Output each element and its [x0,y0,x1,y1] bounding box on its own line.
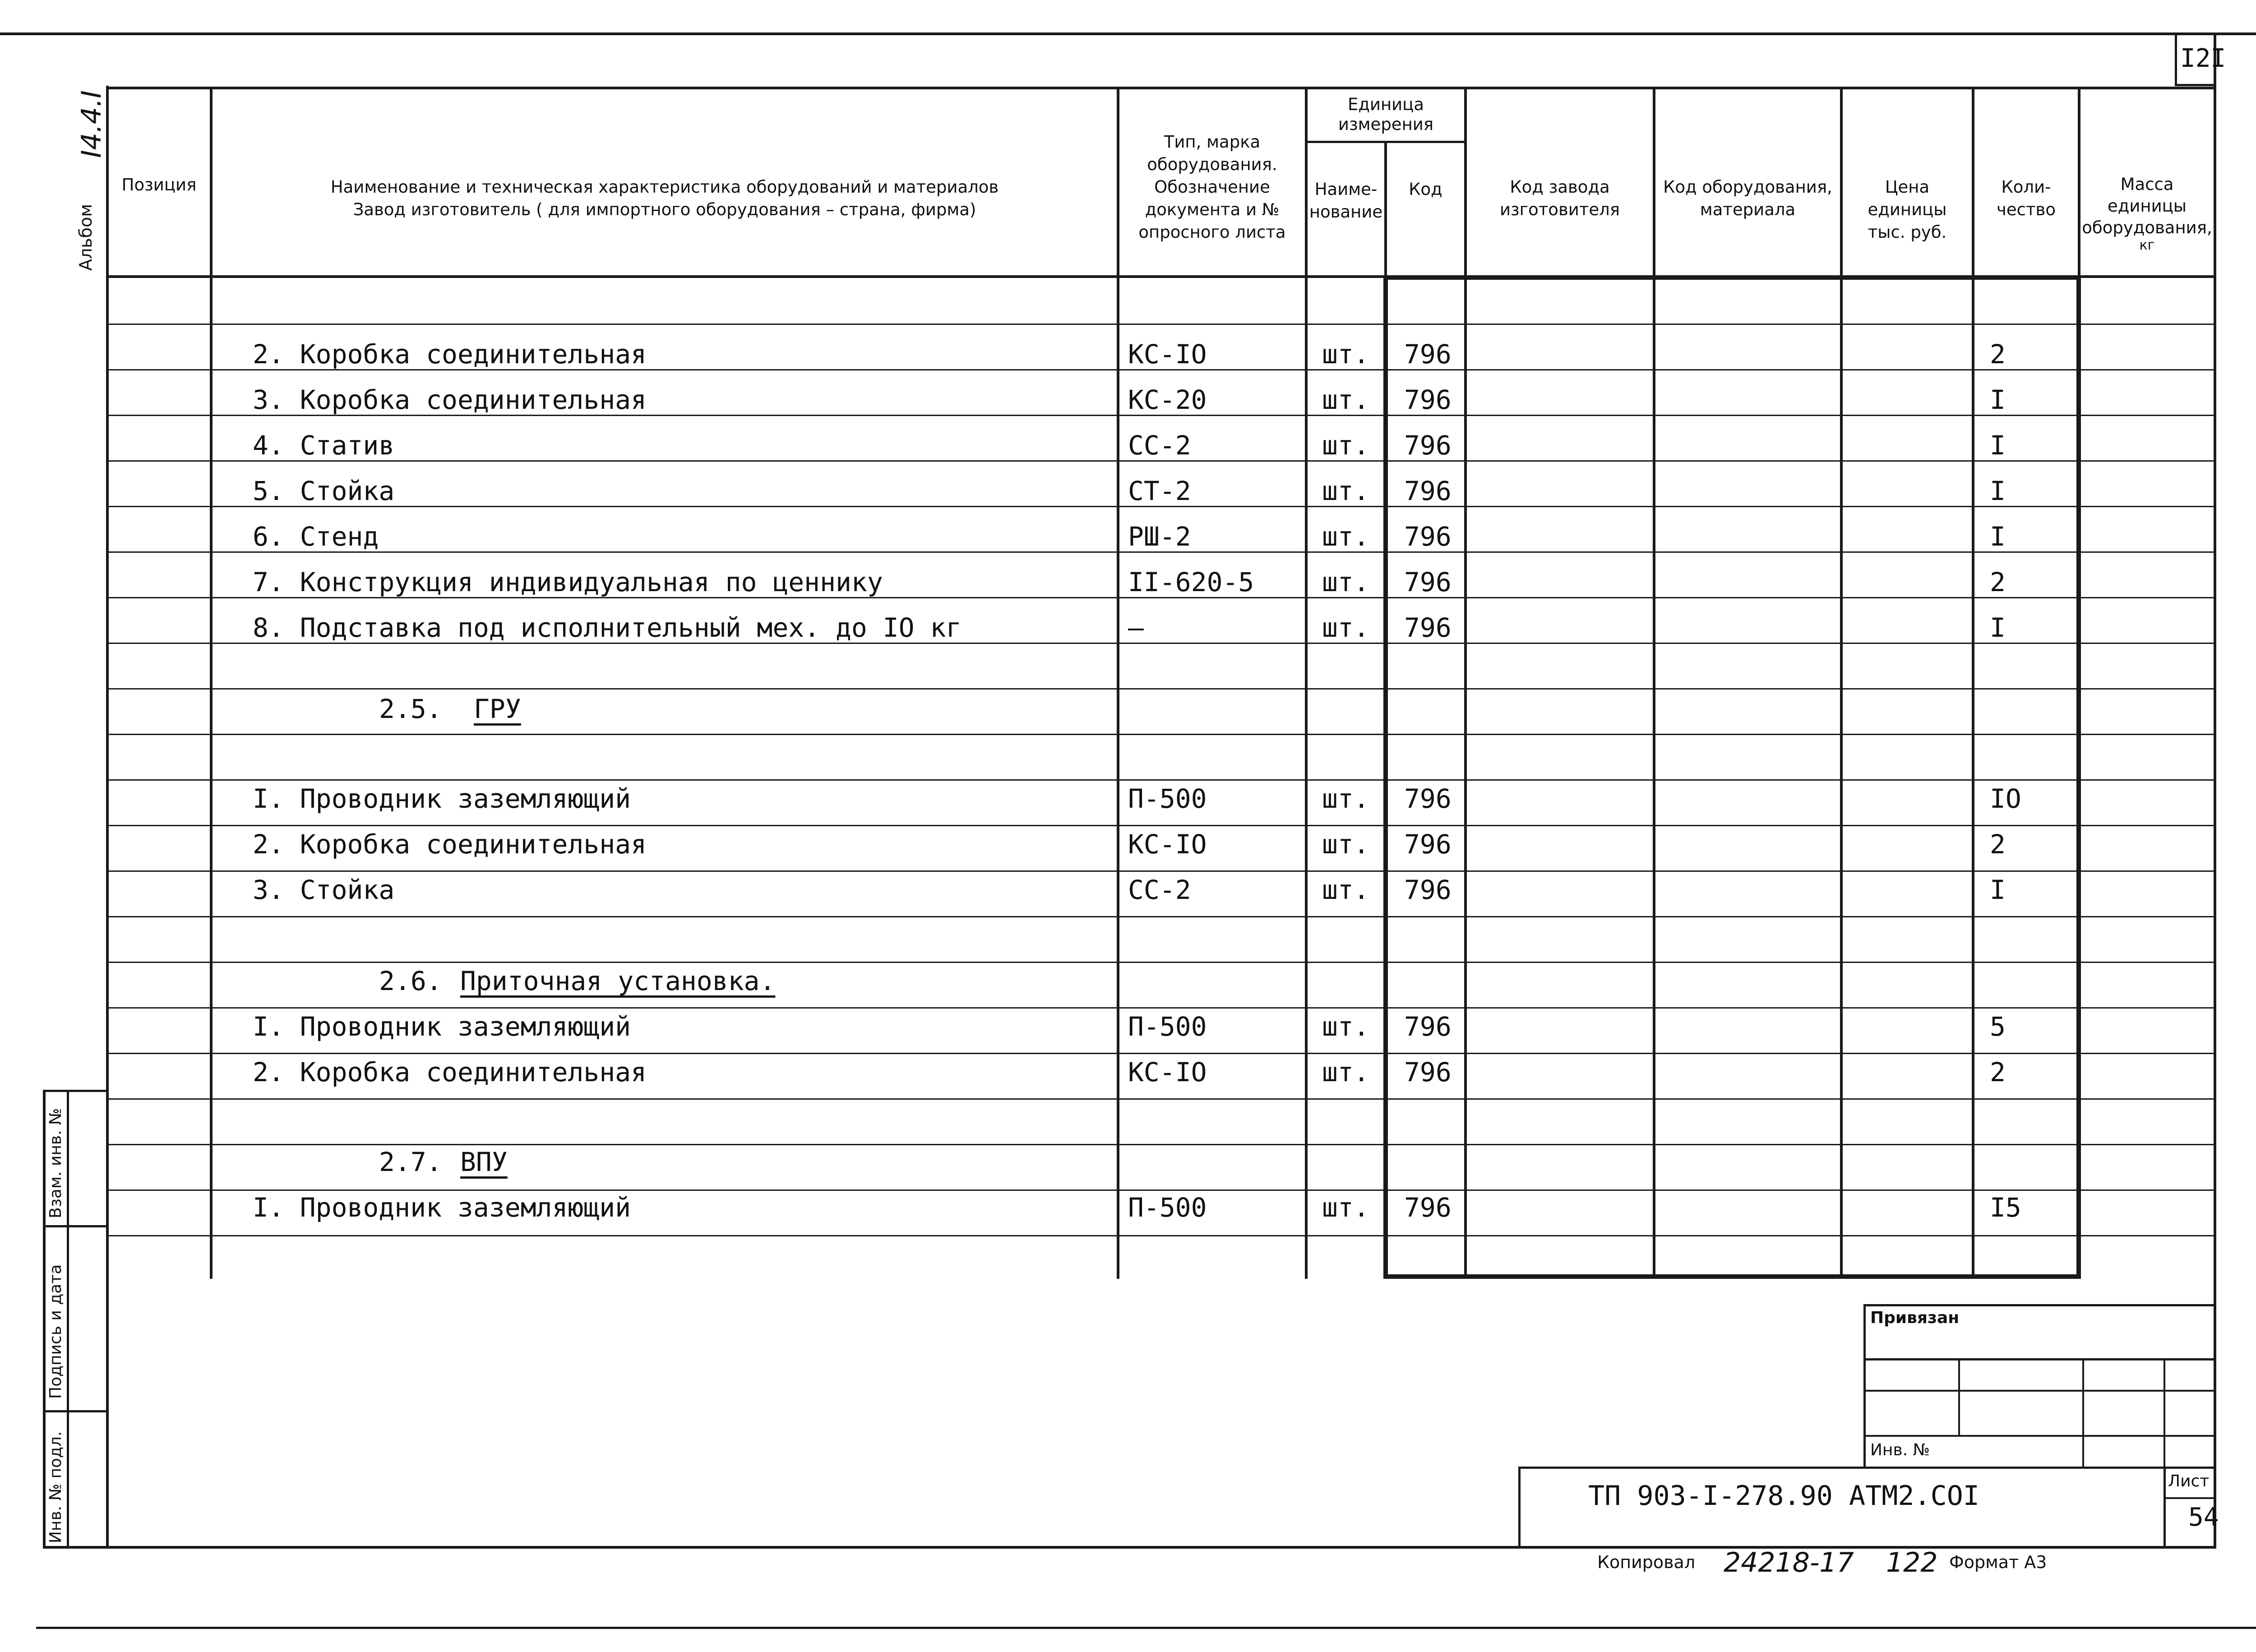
row-vpu-1-code: 796 [1404,1192,1452,1223]
row-3-unit: шт. [1322,384,1369,415]
row-5-unit: шт. [1322,476,1369,506]
row-gru-2-qty: 2 [1990,829,2006,860]
row-3-qty: I [1990,384,2006,415]
row-separator [106,324,2216,325]
section-2-5-number: 2.5. [379,694,442,724]
row-separator [106,1007,2216,1009]
title-inv-no: Инв. № [1870,1441,1930,1459]
row-pu-1-name: I. Проводник заземляющий [253,1011,631,1042]
row-2-name: 2. Коробка соединительная [253,339,647,370]
row-4-unit: шт. [1322,430,1369,461]
row-7-name: 7. Конструкция индивидуальная по ценнику [253,567,883,597]
row-pu-2-qty: 2 [1990,1057,2006,1087]
frame-left [106,86,109,1548]
section-2-6-title: Приточная установка. [460,966,776,996]
row-8-name: 8. Подставка под исполнительный мех. до IO кг [253,612,962,643]
row-4-code: 796 [1404,430,1452,461]
row-gru-3-unit: шт. [1322,875,1369,905]
row-4-qty: I [1990,430,2006,461]
row-5-name: 5. Стойка [253,476,395,506]
header-position: Позиция [121,175,197,194]
row-6-unit: шт. [1322,521,1369,552]
row-6-type: РШ-2 [1128,521,1191,552]
row-2-type: КС-IO [1128,339,1207,370]
row-3-name: 3. Коробка соединительная [253,384,647,415]
row-8-code: 796 [1404,612,1452,643]
row-pu-1-code: 796 [1404,1011,1452,1042]
footer-copied-label: Копировал [1597,1552,1696,1572]
row-7-code: 796 [1404,567,1452,597]
row-5-type: СТ-2 [1128,476,1191,506]
sheet-number-top: I2I [2180,44,2226,73]
row-vpu-1-qty: I5 [1990,1192,2021,1223]
row-pu-1-type: П-500 [1128,1011,1207,1042]
row-pu-1-qty: 5 [1990,1011,2006,1042]
title-doc-code: ТП 903-I-278.90 АТМ2.СОI [1588,1480,1979,1512]
stamp-vzam-inv: Взам. инв. № [46,1108,65,1218]
section-2-7-number: 2.7. [379,1147,442,1177]
row-3-code: 796 [1404,384,1452,415]
row-gru-3-type: СС-2 [1128,875,1191,905]
row-vpu-1-unit: шт. [1322,1192,1369,1223]
title-sheet-number: 54 [2188,1503,2219,1532]
row-pu-2-name: 2. Коробка соединительная [253,1057,647,1087]
row-3-type: КС-20 [1128,384,1207,415]
stamp-podpis-data: Подпись и дата [46,1264,65,1399]
row-vpu-1-name: I. Проводник заземляющий [253,1192,631,1223]
row-gru-1-code: 796 [1404,783,1452,814]
row-7-qty: 2 [1990,567,2006,597]
header-name-line1: Наименование и техническая характеристика оборудований и материалов [330,177,999,197]
row-5-code: 796 [1404,476,1452,506]
frame-top [0,32,2256,35]
row-2-unit: шт. [1322,339,1369,370]
row-gru-1-name: I. Проводник заземляющий [253,783,631,814]
section-2-7-title: ВПУ [460,1147,508,1177]
row-gru-2-type: КС-IO [1128,829,1207,860]
row-5-qty: I [1990,476,2006,506]
header-name-line2: Завод изготовитель ( для импортного оборудования – страна, фирма) [353,200,976,219]
header-equip-code: Код оборудования, материала [1663,177,1832,219]
row-4-type: СС-2 [1128,430,1191,461]
footer-copied-number: 24218-17 [1724,1547,1854,1578]
row-gru-1-unit: шт. [1322,783,1369,814]
row-gru-1-type: П-500 [1128,783,1207,814]
header-maker-code: Код завода изготовителя [1499,177,1620,219]
row-gru-2-code: 796 [1404,829,1452,860]
row-separator [106,825,2216,826]
row-8-unit: шт. [1322,612,1369,643]
row-gru-2-name: 2. Коробка соединительная [253,829,647,860]
row-pu-1-unit: шт. [1322,1011,1369,1042]
footer-copied-extra: 122 [1886,1547,1938,1578]
row-separator [106,870,2216,872]
row-separator [106,1189,2216,1191]
frame-right [2214,35,2216,1548]
header-price: Цена единицы тыс. руб. [1868,177,1947,242]
row-4-name: 4. Статив [253,430,395,461]
header-type: Тип, марка оборудования. Обозначение документа и № опросного листа [1138,132,1286,242]
row-8-qty: I [1990,612,2006,643]
row-vpu-1-type: П-500 [1128,1192,1207,1223]
row-7-type: II-620-5 [1128,567,1254,597]
row-gru-3-qty: I [1990,875,2006,905]
section-2-5-title: ГРУ [474,694,521,724]
row-pu-2-type: КС-IO [1128,1057,1207,1087]
row-separator [106,779,2216,781]
row-8-type: – [1128,612,1144,643]
row-separator [106,962,2216,963]
row-gru-3-name: 3. Стойка [253,875,395,905]
title-privyazan: Привязан [1870,1309,1960,1327]
section-2-6-number: 2.6. [379,966,442,996]
header-mass: Масса единицы оборудования, кг [2082,175,2212,253]
row-6-qty: I [1990,521,2006,552]
footer-format: Формат А3 [1949,1552,2047,1572]
row-pu-2-code: 796 [1404,1057,1452,1087]
row-separator [106,1098,2216,1100]
row-gru-1-qty: IO [1990,783,2021,814]
row-2-qty: 2 [1990,339,2006,370]
album-code: I4.4.I [76,90,107,158]
row-2-code: 796 [1404,339,1452,370]
row-6-name: 6. Стенд [253,521,379,552]
header-unit-group: Единица измерения [1338,95,1434,134]
row-separator [106,1235,2216,1236]
page-bottom-line [36,1627,2256,1629]
row-separator [106,688,2216,689]
row-separator [106,1053,2216,1054]
row-pu-2-unit: шт. [1322,1057,1369,1087]
stamp-inv-podl: Инв. № подл. [46,1431,65,1543]
row-7-unit: шт. [1322,567,1369,597]
row-gru-3-code: 796 [1404,875,1452,905]
row-separator [106,734,2216,735]
header-qty: Коли- чество [1997,177,2056,219]
title-sheet-label: Лист [2168,1472,2210,1490]
album-label: Альбом [76,204,96,271]
row-gru-2-unit: шт. [1322,829,1369,860]
header-unit-code: Код [1409,180,1442,199]
row-separator [106,1144,2216,1145]
header-unit-name: Наиме- нование [1309,180,1383,222]
row-6-code: 796 [1404,521,1452,552]
row-separator [106,916,2216,917]
